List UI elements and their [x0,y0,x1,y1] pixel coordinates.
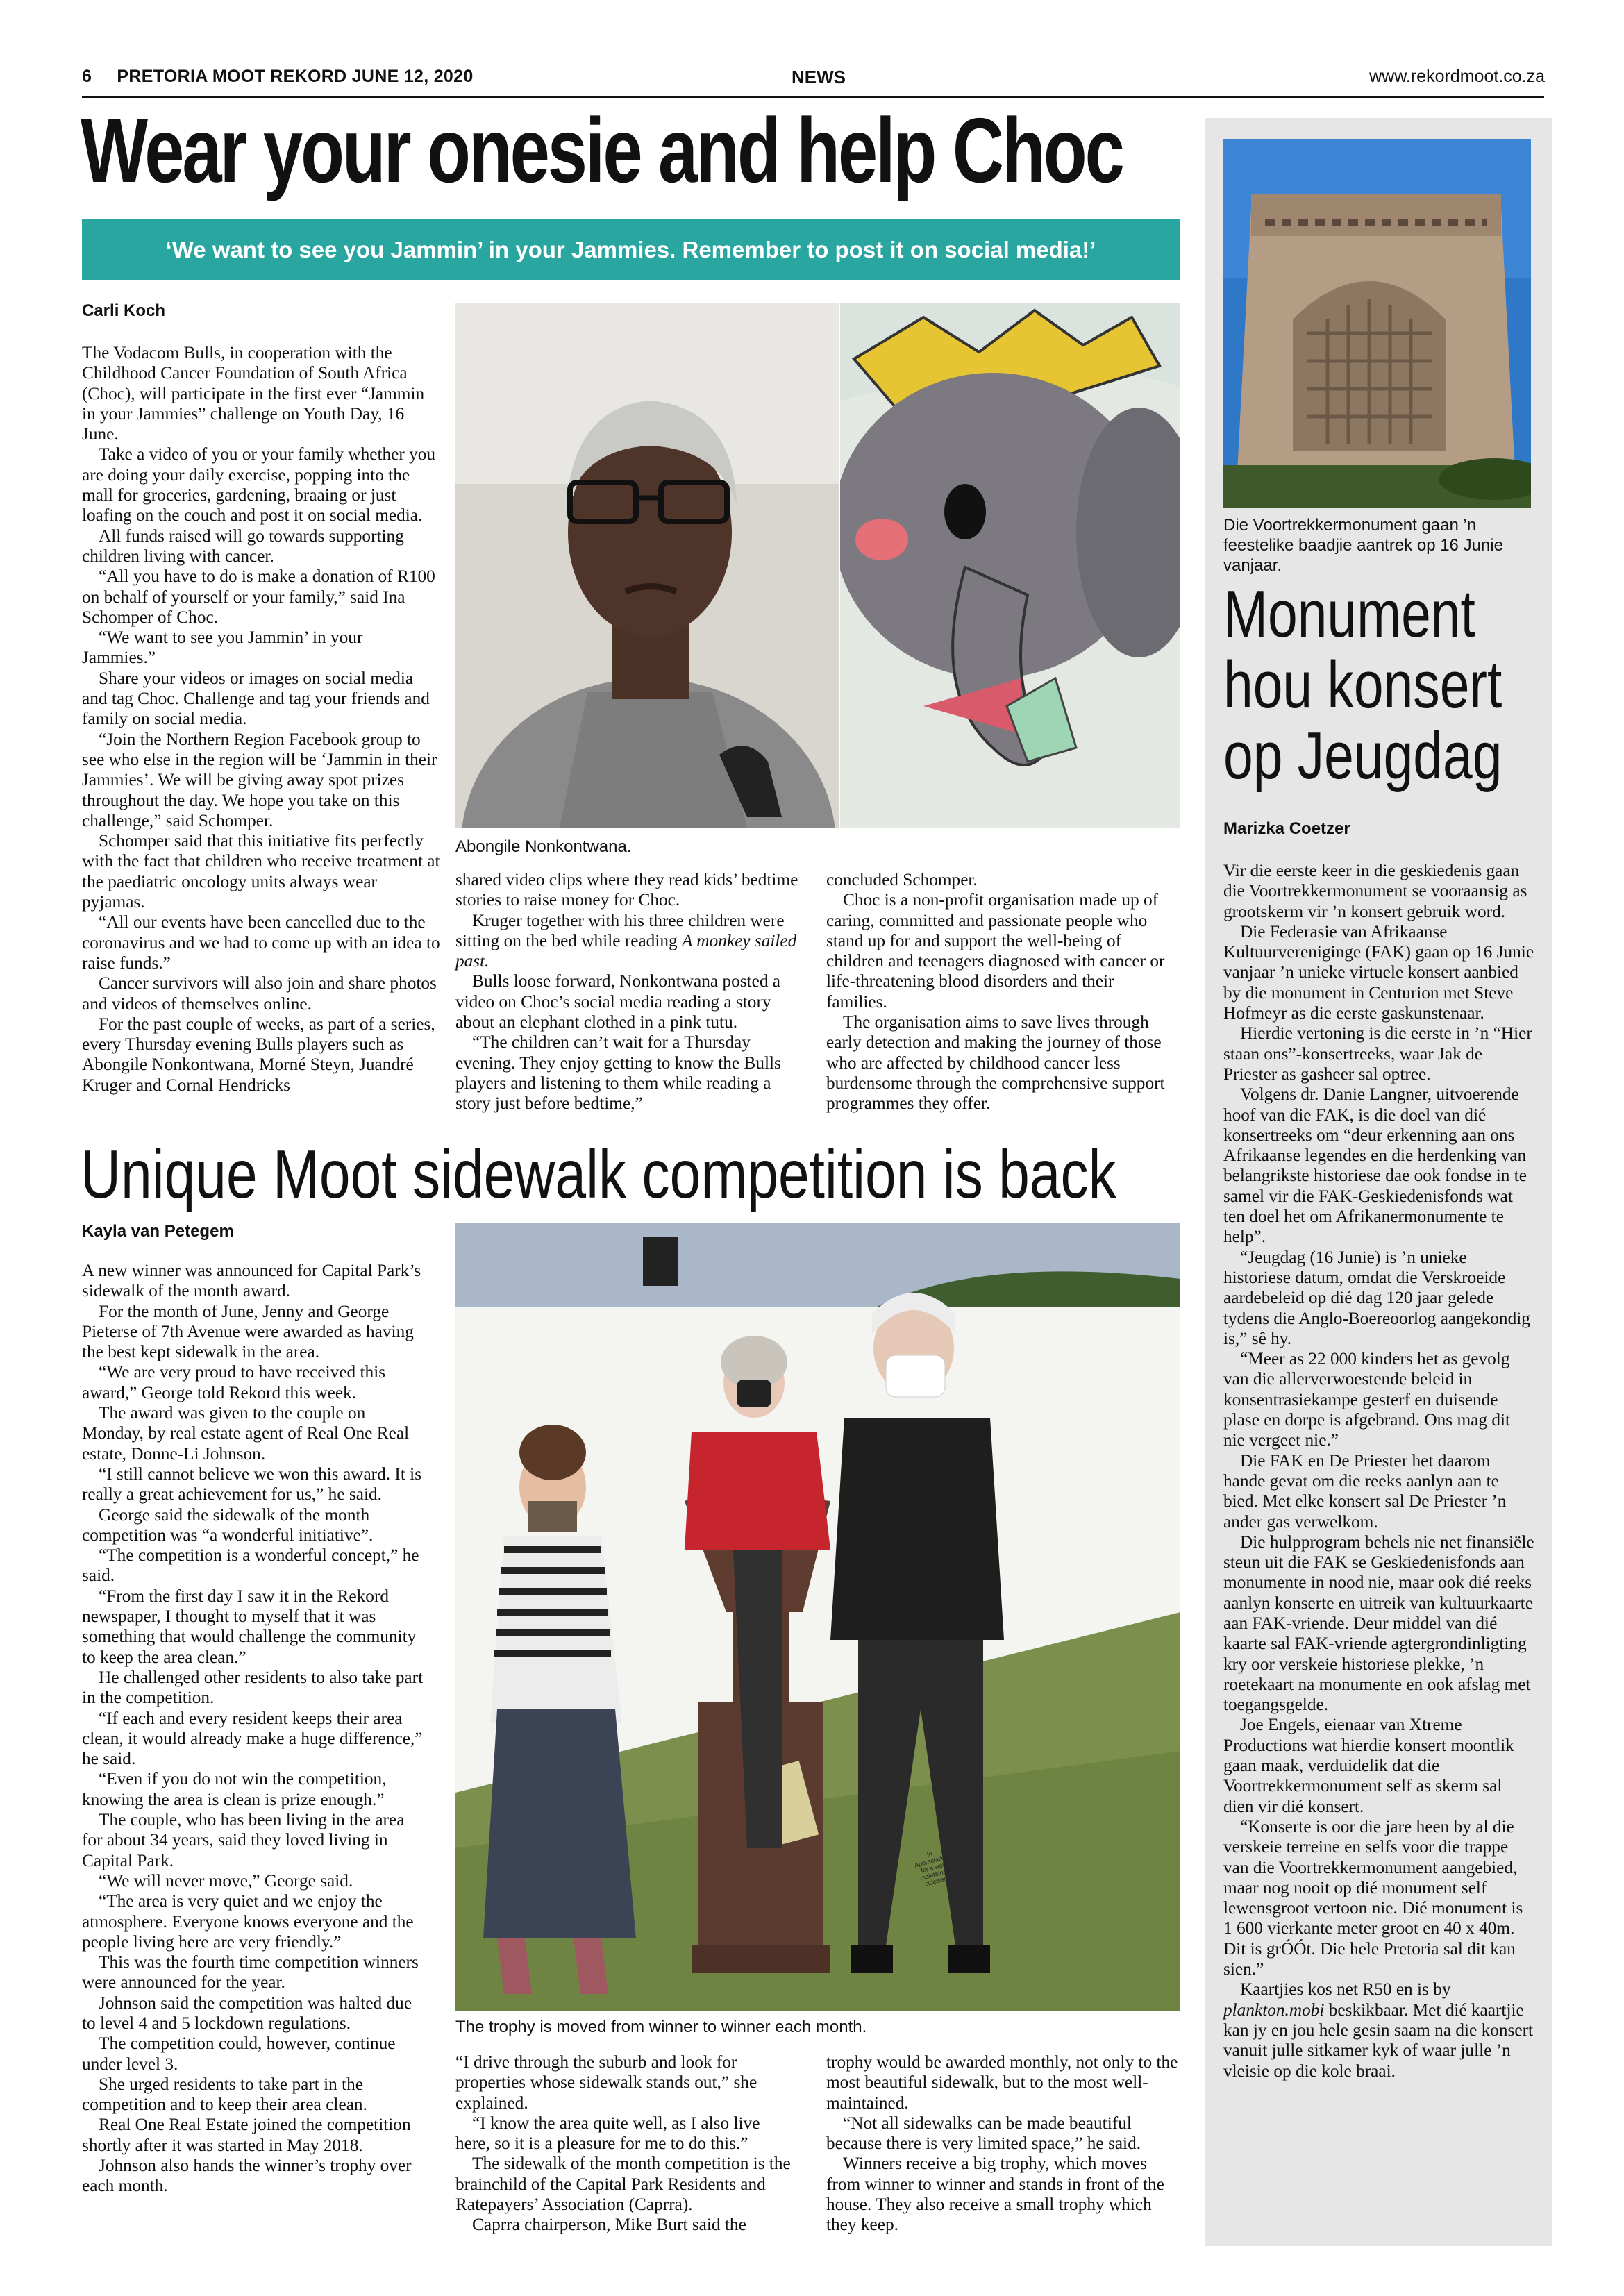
paragraph: “Join the Northern Region Facebook group to see who else in the region will be ‘Jammin in their Jammies’. We will be giving away spot prizes throughout the day. We hope you take on this challenge,” said Schomper. [82,729,437,830]
paragraph: Share your videos or images on social media and tag Choc. Challenge and tag your friends and family on social media. [82,668,430,729]
paragraph: The Vodacom Bulls, in cooperation with the Childhood Cancer Foundation of South Africa (Choc), will participate in the first ever “Jammin in your Jammies” challenge on Youth Day, 16 June. [82,343,425,444]
headline-line: op Jeugdag [1223,719,1502,793]
headline-sidewalk-competition: Unique Moot sidewalk competition is back [81,1136,1116,1212]
paragraph: “Not all sidewalks can be made beautiful because there is very limited space,” he said. [826,2113,1141,2154]
elephant-illustration [840,303,1180,828]
paragraph: “All you have to do is make a donation of R100 on behalf of yourself or your family,” said Ina Schomper of Choc. [82,567,435,627]
paragraph: “All our events have been cancelled due to the coronavirus and we had to come up with an idea to raise funds.” [82,912,440,973]
paragraph: “The children can’t wait for a Thursday evening. They enjoy getting to know the Bulls players and listening to them while reading a story just before bedtime,” [455,1032,781,1114]
paragraph: “We are very proud to have received this award,” George told Rekord this week. [82,1362,386,1402]
paragraph-kruger [455,911,803,972]
text-run: beskikbaar. Met dié kaartjie kan jy en jou hele gesin saam na die konsert vanuit julle sitkamer kyk of waar julle ’n vleisie op die kole braai. [1223,2000,1534,2081]
story1-column-3 [826,870,1179,1114]
paragraph: She urged residents to take part in the competition and to keep their area clean. [82,2074,367,2115]
book-title: A monkey sailed past. [455,930,797,971]
paragraph: Die hulpprogram behels nie net finansiële steun uit die FAK se Geskiedenisfonds aan monumente in nood nie, maar ook dié reeks aanlyn konserte en uitreik van kultuurkaarte aan FAK-vriende. Deur middel van dié kaarte sal FAK-vriende agtergrondinligting kry oor verskeie historiese plekke, ’n roetekaart na monumente en ook afslag met toegangsgelde. [1223,1532,1534,1715]
paragraph: Real One Real Estate joined the competition shortly after it was started in May 2018. [82,2115,411,2155]
paragraph: Hierdie vertoning is die eerste in ’n “Hier staan ons”-konsertreeks, waar Jak de Priester as gasheer sal optree. [1223,1023,1532,1084]
photo-abongile-nonkontwana [455,303,839,828]
photo-caption-trophy: The trophy is moved from winner to winner each month. [455,2018,867,2036]
portrait-illustration [455,303,839,828]
paragraph: Die Federasie van Afrikaanse Kultuurvereniginge (FAK) gaan op 16 Junie vanjaar ’n unieke virtuele konsert aanbied by die monument in Centurion met Steve Hofmeyr as die eerste gaskunstenaar. [1223,921,1534,1023]
section-label: NEWS [792,67,846,87]
header-rule [82,96,1544,98]
paragraph: George said the sidewalk of the month competition was “a wonderful initiative”. [82,1505,374,1545]
paragraph: Joe Engels, eienaar van Xtreme Productions wat hierdie konsert moontlik gaan maak, verduidelik dat die Voortrekkermonument self as skerm sal dien vir dié konsert. [1223,1715,1514,1816]
story3-column [1223,861,1534,2081]
paragraph: Johnson said the competition was halted due to level 4 and 5 lockdown regulations. [82,1993,412,2033]
paragraph: “If each and every resident keeps their area clean, it would already make a huge difference,” he said. [82,1708,423,1769]
photo-elephant-book-illustration [840,303,1180,828]
paragraph: “From the first day I saw it in the Rekord newspaper, I thought to myself that it was something that would challenge the community to keep the area clean.” [82,1586,417,1667]
story2-column-1 [82,1261,429,2197]
paragraph: trophy would be awarded monthly, not only to the most beautiful sidewalk, but to the most well-maintained. [826,2052,1178,2113]
paragraph: “Konserte is oor die jare heen by al die verskeie terreine en selfs voor die trappe van die Voortrekkermonument aangebied, maar nog nooit op dié monument self lewensgroot vertoon nie. Dié monument is 1 600 vierkante meter groot en 40 x 40m. Dit is grÓÓt. Die hele Pretoria sal dit kan sien.” [1223,1816,1523,1979]
paragraph: shared video clips where they read kids’ bedtime stories to raise money for Choc. [455,870,798,910]
paragraph: Caprra chairperson, Mike Burt said the [472,2215,746,2235]
headline-line: hou konsert [1223,648,1502,722]
paragraph: “I still cannot believe we won this award. It is really a great achievement for us,” he said. [82,1464,422,1505]
headline-line: Monument [1223,577,1475,651]
paragraph: A new winner was announced for Capital Park’s sidewalk of the month award. [82,1261,421,1301]
byline-kayla-van-petegem: Kayla van Petegem [82,1222,234,1241]
paragraph: Schomper said that this initiative fits perfectly with the fact that children who receive treatment at the paediatric oncology units always wear pyjamas. [82,831,440,912]
paragraph: The competition could, however, continue under level 3. [82,2034,396,2074]
page-number-and-publication: 6 PRETORIA MOOT REKORD JUNE 12, 2020 [82,67,474,86]
trophy-plaque-text: In Appreciation for a well maintained sidewalk [913,1850,951,1888]
photo-caption-abongile: Abongile Nonkontwana. [455,837,632,856]
paragraph: Cancer survivors will also join and share photos and videos of themselves online. [82,973,437,1014]
paragraph: Volgens dr. Danie Langner, uitvoerende hoof van die FAK, is die doel van dié konsertreeks om “deur erkenning aan ons Afrikaanse legendes en die herdenking van belangrikste historiese dae ook fondse in te samel vir die FAK-Geskiedenisfonds wat ten doel het om Afrikanermonumente te help”. [1223,1084,1527,1247]
photo-voortrekker-monument [1223,139,1531,508]
paragraph: “Meer as 22 000 kinders het as gevolg van die allerverwoestende beleid in konsentrasiekampe gesterf en duisende plase en dorpe is afgebrand. Ons mag dit nie vergeet nie.” [1223,1349,1511,1450]
ticket-site-link[interactable]: plankton.mobi [1223,2000,1325,2020]
pull-quote-banner: ‘We want to see you Jammin’ in your Jammies. Remember to post it on social media!’ [82,219,1180,280]
photo-caption-monument: Die Voortrekkermonument gaan ’n feestelike baadjie aantrek op 16 Junie vanjaar. [1223,516,1503,575]
paragraph: The organisation aims to save lives through early detection and making the journey of those who are affected by childhood cancer less burdensome through the comprehensive support programmes they offer. [826,1012,1165,1114]
paragraph: “The competition is a wonderful concept,” he said. [82,1545,419,1586]
paragraph: Johnson also hands the winner’s trophy over each month. [82,2156,412,2196]
paragraph: Vir die eerste keer in die geskiedenis gaan die Voortrekkermonument se vooraansig as grootskerm vir ’n konsert gebruik word. [1223,861,1527,921]
paragraph: The sidewalk of the month competition is the brainchild of the Capital Park Residents and Ratepayers’ Association (Caprra). [455,2154,791,2215]
story2-column-2 [455,2052,793,2236]
paragraph: Winners receive a big trophy, which moves from winner to winner and stands in front of the house. They also receive a small trophy which they keep. [826,2154,1164,2235]
text-run: Kaartjies kos net R50 en is by [1240,1979,1451,2000]
story2-column-3 [826,2052,1179,2236]
paragraph: “We want to see you Jammin’ in your Jammies.” [82,628,363,668]
paragraph-tickets [1223,1979,1534,2081]
paragraph: For the month of June, Jenny and George Pieterse of 7th Avenue were awarded as having the best kept sidewalk in the area. [82,1301,414,1362]
paragraph: This was the fourth time competition winners were announced for the year. [82,1952,419,1993]
paragraph: For the past couple of weeks, as part of a series, every Thursday evening Bulls players such as Abongile Nonkontwana, Morné Steyn, Juandré Kruger and Cornal Hendricks [82,1014,435,1095]
paragraph: Die FAK en De Priester het daarom hande gevat om die reeks aanlyn aan te bied. Met elke konsert sal De Priester ’n ander gas verwelkom. [1223,1450,1507,1532]
paragraph: The award was given to the couple on Monday, by real estate agent of Real One Real estate, Donne-Li Johnson. [82,1403,410,1464]
story1-column-2 [455,870,803,1114]
paragraph: Bulls loose forward, Nonkontwana posted a video on Choc’s social media reading a story about an elephant clothed in a pink tutu. [455,971,781,1032]
story1-column-1 [82,343,440,1096]
website-url[interactable]: www.rekordmoot.co.za [1369,67,1545,86]
paragraph: “Even if you do not win the competition, knowing the area is clean is prize enough.” [82,1769,387,1809]
headline-onesie: Wear your onesie and help Choc [81,99,1123,201]
paragraph: “I drive through the suburb and look for properties whose sidewalk stands out,” she explained. [455,2052,757,2113]
paragraph: “I know the area quite well, as I also live here, so it is a pleasure for me to do this.” [455,2113,760,2154]
paragraph: “Jeugdag (16 Junie) is ’n unieke historiese datum, omdat die Verskroeide aardebeleid op dié dag 120 jaar gelede tydens die Anglo-Boereoorlog aangekondig is,” sê hy. [1223,1247,1530,1348]
paragraph: Take a video of you or your family whether you are doing your daily exercise, popping into the mall for groceries, gardening, braaing or just loafing on the couch and post it on social media. [82,444,436,526]
paragraph: concluded Schomper. [826,870,978,889]
paragraph: Choc is a non-profit organisation made up of caring, committed and passionate people who stand up for and support the well-being of children and teenagers diagnosed with cancer or life-threatening blood disorders and their families. [826,890,1165,1012]
photo-sidewalk-trophy [455,1223,1180,2011]
paragraph: He challenged other residents to also take part in the competition. [82,1667,424,1708]
paragraph: All funds raised will go towards supporting children living with cancer. [82,526,404,566]
byline-carli-koch: Carli Koch [82,301,166,320]
monument-illustration [1223,139,1531,508]
paragraph: “We will never move,” George said. [99,1870,353,1891]
headline-monument-concert [1223,579,1502,791]
text-run: Kruger together with his three children were sitting on the bed while reading [455,910,785,950]
byline-marizka-coetzer: Marizka Coetzer [1223,819,1350,838]
paragraph: The couple, who has been living in the area for about 34 years, said they loved living in Capital Park. [82,1810,405,1870]
paragraph: “The area is very quiet and we enjoy the atmosphere. Everyone knows everyone and the people living here are very friendly.” [82,1891,414,1952]
trophy-scene-illustration [455,1223,1180,2011]
